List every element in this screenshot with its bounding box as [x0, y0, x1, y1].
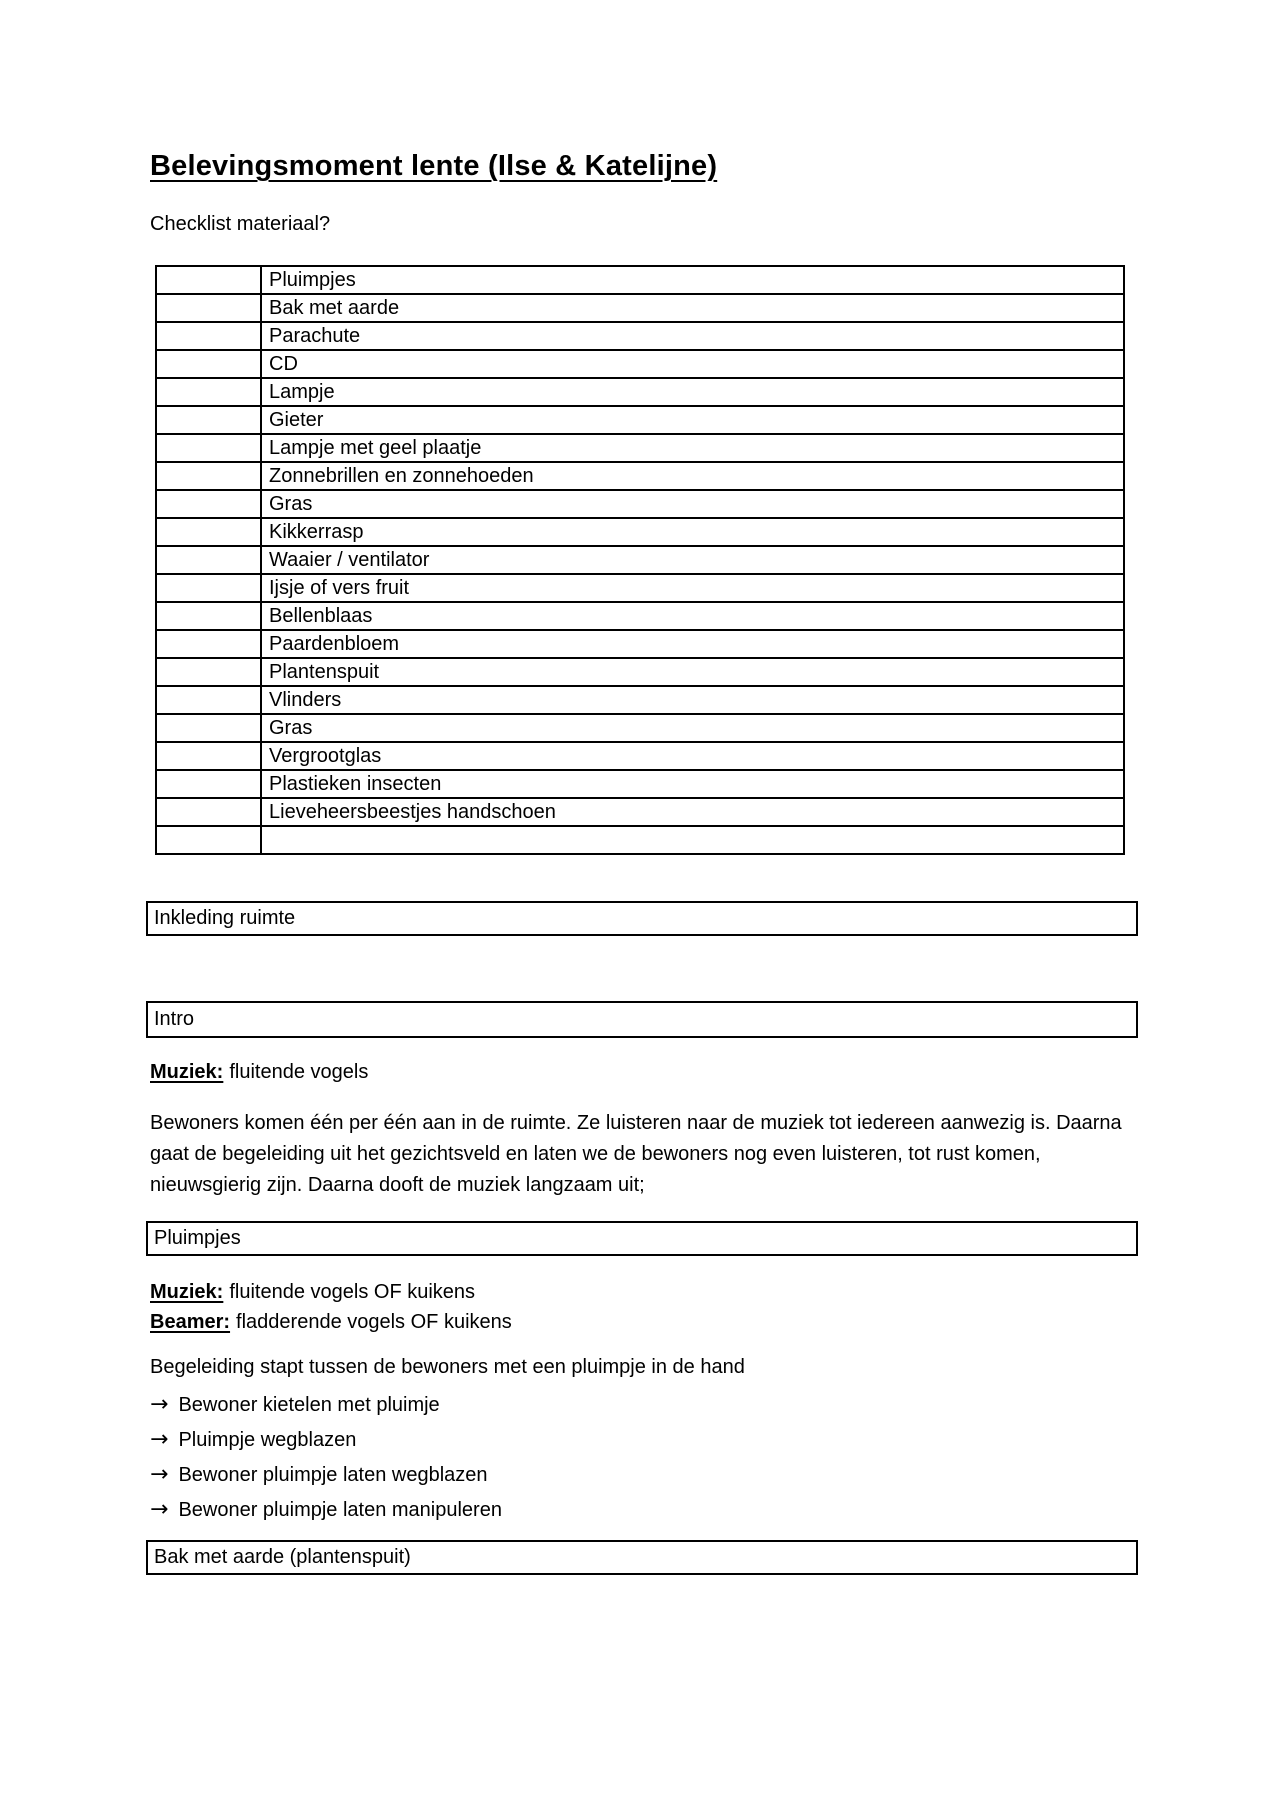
- table-row: [156, 770, 1124, 798]
- item-cell: Kikkerrasp: [261, 518, 1124, 546]
- section-header-label: Intro: [154, 1008, 195, 1030]
- pluimpjes-media-lines: [150, 1277, 1150, 1337]
- checklist-table: [155, 265, 1125, 855]
- section-header-pluimpjes: [146, 1221, 1138, 1256]
- table-row: [156, 350, 1124, 378]
- item-cell: Vergrootglas: [261, 742, 1124, 770]
- checkbox-cell: [156, 826, 261, 854]
- checkbox-cell: [156, 406, 261, 434]
- item-cell: Pluimpjes: [261, 266, 1124, 294]
- table-row: [156, 798, 1124, 826]
- item-cell: Ijsje of vers fruit: [261, 574, 1124, 602]
- table-row: [156, 406, 1124, 434]
- item-cell: [261, 826, 1124, 854]
- item-cell: Gras: [261, 714, 1124, 742]
- checkbox-cell: [156, 378, 261, 406]
- checkbox-cell: [156, 798, 261, 826]
- item-cell: Lampje: [261, 378, 1124, 406]
- checkbox-cell: [156, 658, 261, 686]
- intro-muziek-line: [150, 1060, 1150, 1084]
- item-cell: Gras: [261, 490, 1124, 518]
- pluimpjes-muziek-line: [150, 1277, 1150, 1307]
- section-header-label: Inkleding ruimte: [154, 907, 296, 929]
- item-cell: Lieveheersbeestjes handschoen: [261, 798, 1124, 826]
- beamer-label: Beamer:: [150, 1311, 231, 1333]
- table-row: [156, 434, 1124, 462]
- table-row: [156, 518, 1124, 546]
- table-row: [156, 574, 1124, 602]
- muziek-label: Muziek:: [150, 1061, 224, 1083]
- document-title: Belevingsmoment lente (Ilse & Katelijne): [150, 150, 718, 182]
- item-cell: Vlinders: [261, 686, 1124, 714]
- list-item: [150, 1422, 1150, 1457]
- checkbox-cell: [156, 294, 261, 322]
- muziek-value: fluitende vogels OF kuikens: [229, 1281, 476, 1303]
- checklist-question: Checklist materiaal?: [150, 213, 331, 235]
- beamer-value: fladderende vogels OF kuikens: [236, 1311, 512, 1333]
- item-cell: Parachute: [261, 322, 1124, 350]
- checkbox-cell: [156, 630, 261, 658]
- item-cell: Plantenspuit: [261, 658, 1124, 686]
- checkbox-cell: [156, 266, 261, 294]
- table-row: [156, 546, 1124, 574]
- action-text: Bewoner kietelen met pluimje: [178, 1394, 440, 1416]
- action-text: Bewoner pluimpje laten wegblazen: [178, 1464, 488, 1486]
- arrow-right-icon: →: [150, 1497, 169, 1522]
- checkbox-cell: [156, 350, 261, 378]
- item-cell: CD: [261, 350, 1124, 378]
- item-cell: Bak met aarde: [261, 294, 1124, 322]
- checkbox-cell: [156, 574, 261, 602]
- section-header-bak-met-aarde: [146, 1540, 1138, 1575]
- arrow-right-icon: →: [150, 1392, 169, 1417]
- table-row: [156, 322, 1124, 350]
- item-cell: Zonnebrillen en zonnehoeden: [261, 462, 1124, 490]
- checkbox-cell: [156, 686, 261, 714]
- section-header-intro: [146, 1001, 1138, 1038]
- checkbox-cell: [156, 434, 261, 462]
- arrow-right-icon: →: [150, 1427, 169, 1452]
- pluimpjes-lead: Begeleiding stapt tussen de bewoners met een pluimpje in de hand: [150, 1356, 745, 1378]
- section-header-label: Bak met aarde (plantenspuit): [154, 1546, 411, 1568]
- item-cell: Bellenblaas: [261, 602, 1124, 630]
- checkbox-cell: [156, 546, 261, 574]
- table-row: [156, 742, 1124, 770]
- arrow-right-icon: →: [150, 1462, 169, 1487]
- action-text: Bewoner pluimpje laten manipuleren: [178, 1499, 502, 1521]
- checkbox-cell: [156, 322, 261, 350]
- item-cell: Waaier / ventilator: [261, 546, 1124, 574]
- item-cell: Plastieken insecten: [261, 770, 1124, 798]
- table-row: [156, 266, 1124, 294]
- table-row: [156, 462, 1124, 490]
- pluimpjes-action-list: [150, 1387, 1150, 1527]
- action-text: Pluimpje wegblazen: [178, 1429, 357, 1451]
- list-item: [150, 1492, 1150, 1527]
- table-row: [156, 658, 1124, 686]
- item-cell: Paardenbloem: [261, 630, 1124, 658]
- intro-paragraph: Bewoners komen één per één aan in de ruimte. Ze luisteren naar de muziek tot iedereen aanwezig is. Daarna gaat de begeleiding uit het gezichtsveld en laten we de bewoners nog even luisteren, tot rust komen, nieuwsgierig zijn. Daarna dooft de muziek langzaam uit;: [150, 1112, 1122, 1196]
- item-cell: Lampje met geel plaatje: [261, 434, 1124, 462]
- table-row: [156, 686, 1124, 714]
- table-row: [156, 714, 1124, 742]
- pluimpjes-beamer-line: [150, 1307, 1150, 1337]
- muziek-label: Muziek:: [150, 1281, 224, 1303]
- checkbox-cell: [156, 714, 261, 742]
- checkbox-cell: [156, 742, 261, 770]
- section-header-label: Pluimpjes: [154, 1227, 241, 1249]
- table-row: [156, 378, 1124, 406]
- table-row: [156, 602, 1124, 630]
- table-row: [156, 826, 1124, 854]
- checkbox-cell: [156, 770, 261, 798]
- checkbox-cell: [156, 602, 261, 630]
- muziek-value: fluitende vogels: [229, 1061, 369, 1083]
- list-item: [150, 1387, 1150, 1422]
- checkbox-cell: [156, 490, 261, 518]
- table-row: [156, 630, 1124, 658]
- table-row: [156, 490, 1124, 518]
- checkbox-cell: [156, 518, 261, 546]
- checkbox-cell: [156, 462, 261, 490]
- table-row: [156, 294, 1124, 322]
- section-header-inkleding-ruimte: [146, 901, 1138, 936]
- list-item: [150, 1457, 1150, 1492]
- item-cell: Gieter: [261, 406, 1124, 434]
